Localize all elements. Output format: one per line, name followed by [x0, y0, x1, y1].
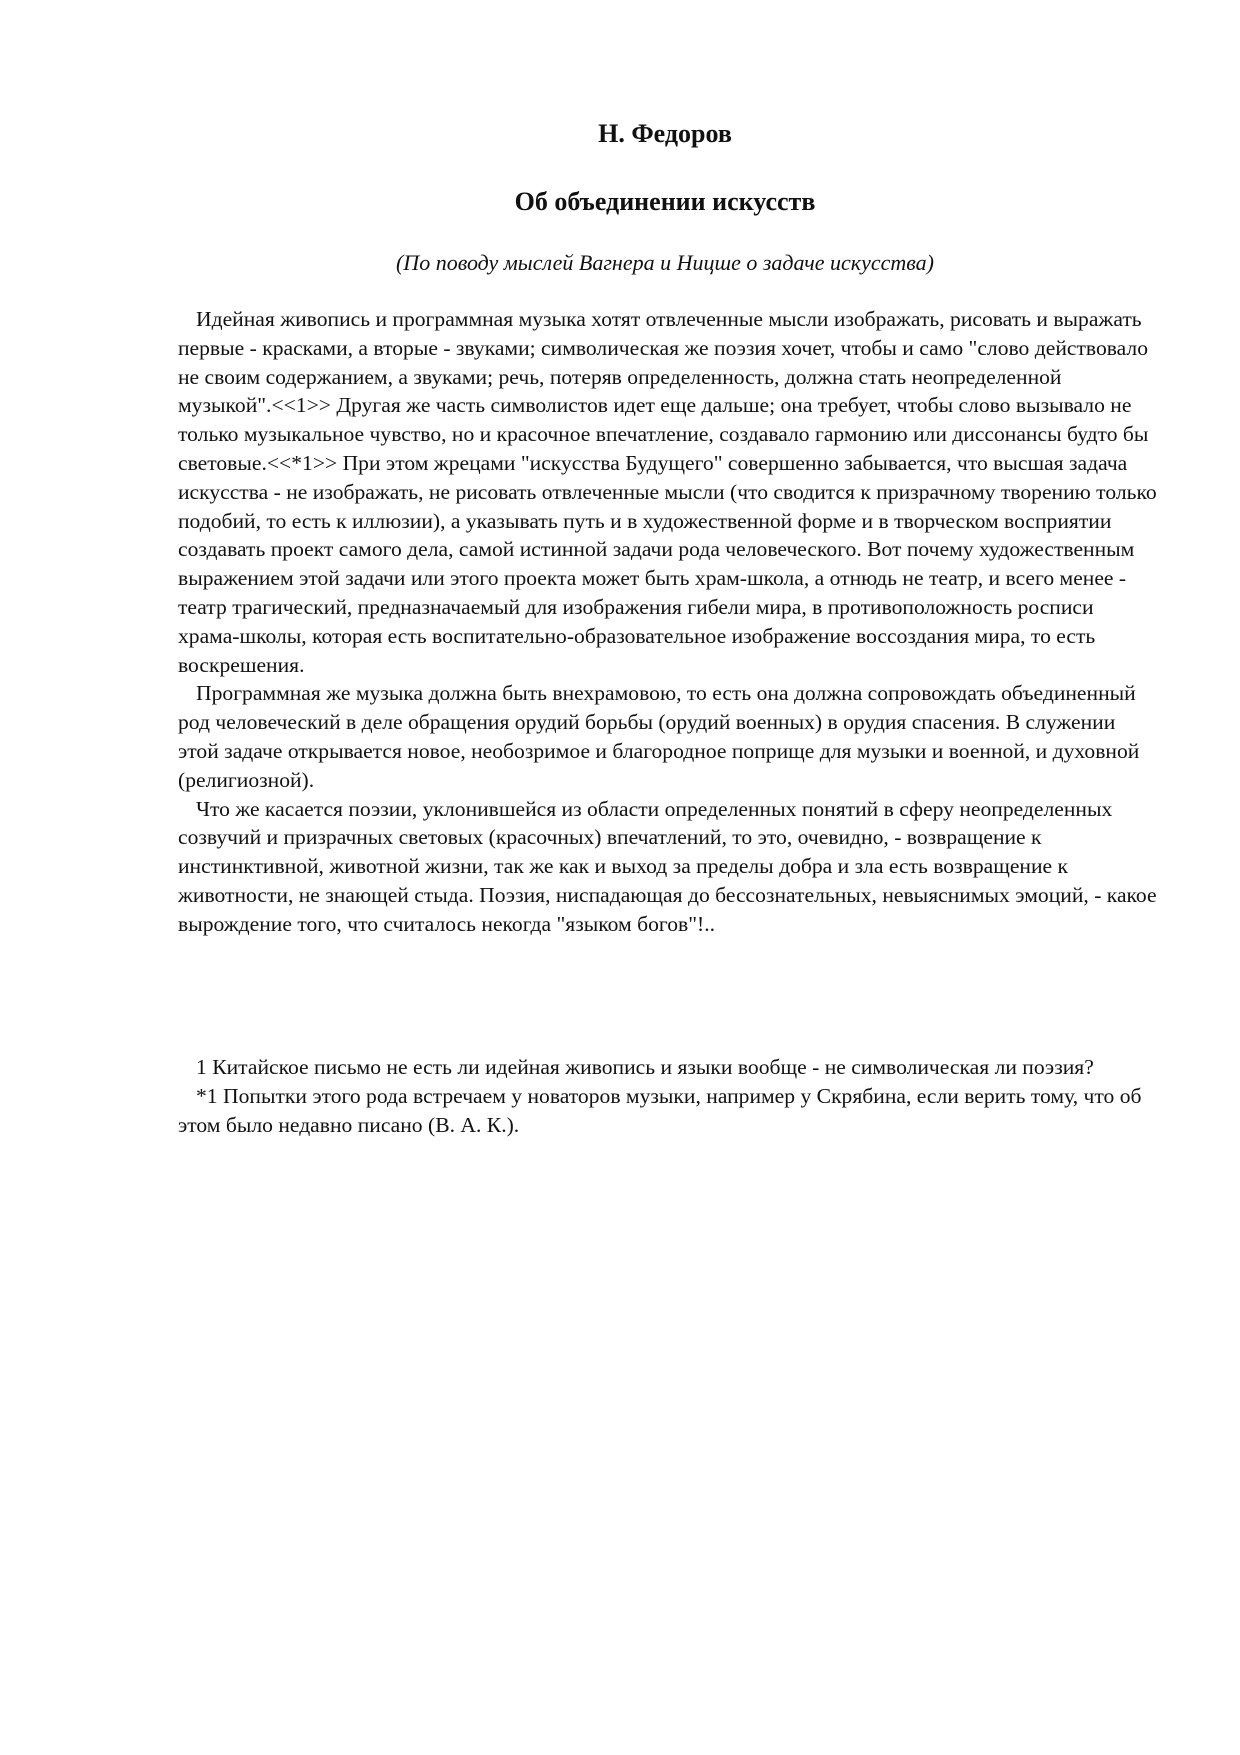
body-paragraph: Идейная живопись и программная музыка хотят отвлеченные мысли изображать, рисовать и выражать первые - красками, а вторые - звуками; символическая же поэзия хочет, чтобы и само "слово действовало не своим содержанием, а звуками; речь, потеряв определенность, должна стать неопределенной музыкой".<<1>> Другая же часть символистов идет еще дальше; она требует, чтобы слово вызывало не только музыкальное чувство, но и красочное впечатление, создавало гармонию или диссонансы будто бы световые.<<*1>> При этом жрецами "искусства Будущего" совершенно забывается, что высшая задача искусства - не изображать, не рисовать отвлеченные мысли (что сводится к призрачному творению только подобий, то есть к иллюзии), а указывать путь и в художественной форме и в творческом восприятии создавать проект самого дела, самой истинной задачи рода человеческого. Вот почему художественным выражением этой задачи или этого проекта может быть храм-школа, а отнюдь не театр, и всего менее - театр трагический, предназначаемый для изображения гибели мира, в противоположность росписи храма-школы, которая есть воспитательно-образовательное изображение воссоздания мира, то есть воскрешения. — [178, 307, 1157, 677]
article-subtitle: (По поводу мыслей Вагнера и Ницше о задаче искусства) — [395, 250, 934, 275]
body-paragraph: Программная же музыка должна быть внехрамовою, то есть она должна сопровождать объединенный род человеческий в деле обращения орудий борьбы (орудий военных) в орудия спасения. В служении этой задаче открывается новое, необозримое и благородное поприще для музыки и военной, и духовной (религиозной). — [178, 681, 1140, 792]
footnote: 1 Китайское письмо не есть ли идейная живопись и языки вообще - не символическая ли поэзия? — [196, 1055, 1094, 1079]
footnote: *1 Попытки этого рода встречаем у новаторов музыки, например у Скрябина, если верить тому, что об этом было недавно писано (В. А. К.). — [178, 1083, 1142, 1137]
article-title: Об объединении искусств — [514, 187, 816, 216]
body-paragraph: Что же касается поэзии, уклонившейся из области определенных понятий в сферу неопределенных созвучий и призрачных световых (красочных) впечатлений, то это, очевидно, - возвращение к инстинктивной, животной жизни, так же как и выход за пределы добра и зла есть возвращение к животности, не знающей стыда. Поэзия, ниспадающая до бессознательных, невыяснимых эмоций, - какое вырождение того, что считалось некогда "языком богов"!.. — [178, 796, 1157, 936]
article-body — [178, 305, 1158, 939]
author-heading: Н. Федоров — [598, 119, 732, 148]
footnotes — [178, 1053, 1158, 1139]
